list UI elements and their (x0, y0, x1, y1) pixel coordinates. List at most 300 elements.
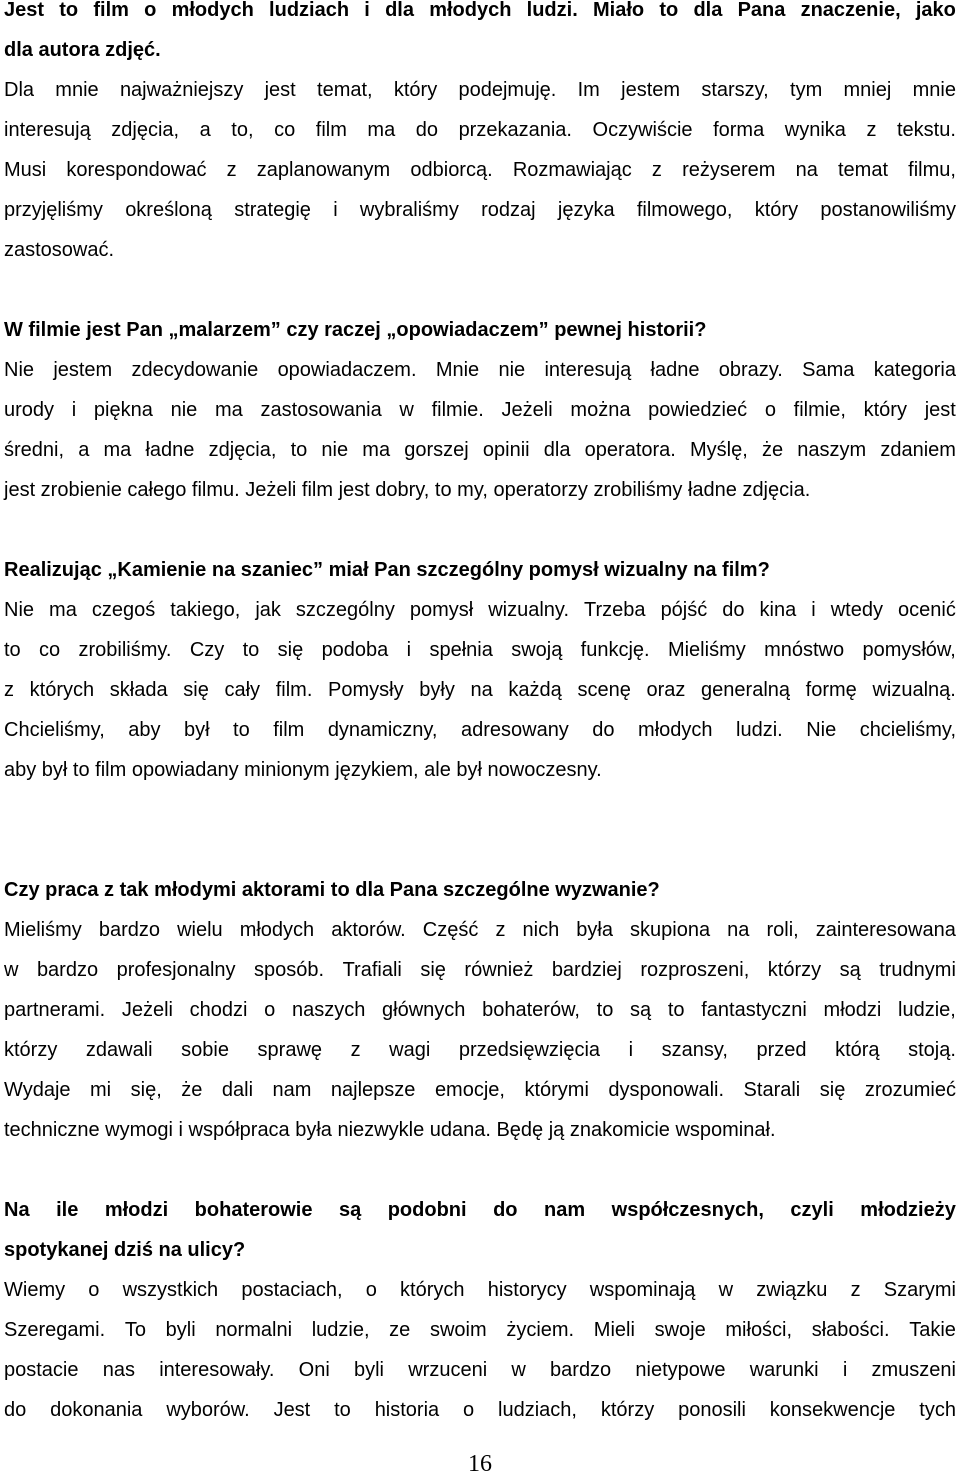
word: ze (389, 1319, 411, 1341)
answer-line (4, 1080, 956, 1120)
word: Część (422, 919, 479, 941)
word: wagi (389, 1039, 431, 1061)
word: To (124, 1319, 146, 1341)
answer-line (4, 200, 956, 240)
word: podoba (321, 639, 389, 661)
word: opowiadaczem. (277, 359, 417, 381)
word: ma (362, 439, 391, 461)
word: i (628, 1039, 634, 1061)
word: Dla (4, 79, 35, 101)
word: nie (321, 439, 349, 461)
word: o (764, 399, 776, 421)
word: młodzi (104, 1199, 169, 1221)
question-line: Realizując „Kamienie na szaniec” miał Pan szczególny pomysł wizualny na film? (4, 559, 770, 581)
word: swoje (654, 1319, 706, 1341)
answer-line (4, 720, 956, 760)
word: Mieliśmy (4, 919, 82, 941)
word: na (795, 159, 818, 181)
word: opinii (482, 439, 530, 461)
word: konsekwencje (769, 1399, 896, 1421)
word: dla (385, 0, 414, 21)
word: do (4, 1399, 27, 1421)
word: Mieliśmy (667, 639, 746, 661)
word: w (4, 959, 19, 981)
word: wyborów. (166, 1399, 250, 1421)
word: pójść (660, 599, 708, 621)
word: wielu (177, 919, 223, 941)
word: powiedzieć (648, 399, 748, 421)
word: z (4, 679, 14, 701)
word: tekstu. (896, 119, 956, 141)
answer-line (4, 920, 956, 960)
word: wybraliśmy (359, 199, 459, 221)
word: fantastyczni (701, 999, 807, 1021)
word: zainteresowana (815, 919, 956, 941)
word: języka (557, 199, 615, 221)
word: mi (90, 1079, 112, 1101)
question-line: dla autora zdjęć. (4, 39, 161, 61)
word: Wydaje (4, 1079, 71, 1101)
word: ludzie, (311, 1319, 370, 1341)
word: a (78, 439, 90, 461)
word: podejmuję. (458, 79, 557, 101)
answer-line: aby był to film opowiadany minionym językiem, ale był nowoczesny. (4, 759, 602, 781)
word: których (400, 1279, 465, 1301)
heroes-section (4, 1200, 956, 1440)
word: ładne (145, 439, 195, 461)
word: Mnie (435, 359, 480, 381)
word: to, (231, 119, 254, 141)
word: Trafiali (342, 959, 402, 981)
word: roli, (766, 919, 799, 941)
word: nich (522, 919, 560, 941)
word: to (596, 999, 614, 1021)
word: są (839, 959, 861, 981)
word: interesują (544, 359, 632, 381)
answer-line (4, 1000, 956, 1040)
word: nie (170, 399, 198, 421)
word: mnie (55, 79, 99, 101)
word: postanowiliśmy (820, 199, 956, 221)
word: film (273, 719, 305, 741)
word: Mieli (593, 1319, 635, 1341)
word: do (415, 119, 439, 141)
question-line: Czy praca z tak młodymi aktorami to dla Pana szczególne wyzwanie? (4, 879, 660, 901)
word: współczesnych, (611, 1199, 764, 1221)
document-page (4, 0, 956, 1440)
paragraph-gap (4, 520, 956, 560)
word: warunki (749, 1359, 819, 1381)
answer-line (4, 400, 956, 440)
word: filmie, (793, 399, 846, 421)
word: a (199, 119, 211, 141)
word: znaczenie, (800, 0, 901, 21)
word: gorszej (404, 439, 469, 461)
word: na (727, 919, 750, 941)
word: co (39, 639, 61, 661)
word: to (59, 0, 79, 21)
word: jak (255, 599, 281, 621)
word: młodych (638, 719, 713, 741)
word: odbiorcą. (410, 159, 493, 181)
word: partnerami. (4, 999, 106, 1021)
word: czegoś (91, 599, 156, 621)
word: cały (224, 679, 261, 701)
word: był (183, 719, 210, 741)
word: bardzo (98, 919, 160, 941)
word: jest (924, 399, 956, 421)
word: oraz (646, 679, 686, 701)
word: wszystkich (122, 1279, 219, 1301)
word: to (242, 639, 260, 661)
answer-line (4, 1040, 956, 1080)
word: młodych (429, 0, 512, 21)
word: zdaniem (880, 439, 956, 461)
word: wynika (784, 119, 846, 141)
word: spełnia (429, 639, 493, 661)
word: życiem. (506, 1319, 575, 1341)
answer-line: techniczne wymogi i współpraca była niezwykle udana. Będę ją znakomicie wspominał. (4, 1119, 776, 1141)
word: tych (919, 1399, 956, 1421)
page-number: 16 (468, 1451, 492, 1477)
word: ponosili (678, 1399, 746, 1421)
word: nam (544, 1199, 586, 1221)
word: każdą (508, 679, 562, 701)
word: ludzi. (736, 719, 783, 741)
word: dali (221, 1079, 254, 1101)
word: reżyserem (682, 159, 776, 181)
answer-line (4, 80, 956, 120)
word: dokonania (50, 1399, 143, 1421)
word: z (350, 1039, 361, 1061)
word: operatora. (584, 439, 676, 461)
word: że (181, 1079, 203, 1101)
word: aby (128, 719, 161, 741)
word: miłości, (725, 1319, 793, 1341)
word: to (233, 719, 250, 741)
word: tym (790, 79, 823, 101)
word: ludzi. (526, 0, 578, 21)
word: wizualny. (488, 599, 570, 621)
word: zdjęcia, (208, 439, 277, 461)
word: zdjęcia, (111, 119, 180, 141)
word: podobni (387, 1199, 467, 1221)
word: są (338, 1199, 362, 1221)
word: pomysłów, (862, 639, 956, 661)
word: zrozumieć (864, 1079, 956, 1101)
word: swoją (511, 639, 563, 661)
word: to (4, 639, 21, 661)
word: zastosowania (260, 399, 382, 421)
word: ludzie, (898, 999, 956, 1021)
word: zdecydowanie (131, 359, 259, 381)
word: jestem (53, 359, 113, 381)
word: Oni (298, 1359, 330, 1381)
word: którymi (524, 1079, 589, 1101)
word: filmu, (908, 159, 956, 181)
word: głównych (382, 999, 466, 1021)
word: którzy (767, 959, 822, 981)
word: przekazania. (458, 119, 572, 141)
word: ładne (650, 359, 700, 381)
word: o (365, 1279, 377, 1301)
word: Takie (909, 1319, 956, 1341)
word: o (264, 999, 276, 1021)
word: była (576, 919, 613, 941)
word: o (144, 0, 157, 21)
word: adresowany (460, 719, 569, 741)
word: najważniejszy (119, 79, 244, 101)
word: ocenić (898, 599, 956, 621)
answer-line: jest zrobienie całego filmu. Jeżeli film jest dobry, to my, operatorzy zrobiliśmy ładne zdjęcia. (4, 479, 811, 501)
word: nas (102, 1359, 135, 1381)
word: przyjęliśmy (4, 199, 103, 221)
answer-line (4, 120, 956, 160)
word: bohaterowie (194, 1199, 313, 1221)
word: z (651, 159, 662, 181)
word: i (811, 599, 816, 621)
word: dysponowali. (608, 1079, 725, 1101)
word: Jest (4, 0, 45, 21)
word: również (464, 959, 534, 981)
word: ma (215, 399, 243, 421)
word: Myślę, (690, 439, 748, 461)
word: filmie. (431, 399, 484, 421)
word: generalną (701, 679, 791, 701)
word: ma (367, 119, 396, 141)
word: młodych (171, 0, 254, 21)
word: Miało (592, 0, 645, 21)
word: Sama (802, 359, 855, 381)
answer-line (4, 1280, 956, 1320)
word: Rozmawiając (512, 159, 632, 181)
word: Im (577, 79, 600, 101)
word: funkcję. (580, 639, 650, 661)
answer-line (4, 960, 956, 1000)
word: normalni (215, 1319, 293, 1341)
word: naszych (291, 999, 366, 1021)
word: obrazy. (718, 359, 783, 381)
word: określoną (125, 199, 212, 221)
word: postacie (4, 1359, 79, 1381)
word: Na (4, 1199, 30, 1221)
word: formę (805, 679, 857, 701)
word: którą (835, 1039, 880, 1061)
word: ile (56, 1199, 79, 1221)
word: i (71, 399, 77, 421)
word: sobie (181, 1039, 229, 1061)
word: się (183, 679, 209, 701)
word: ma (49, 599, 77, 621)
word: nietypowe (635, 1359, 726, 1381)
word: do (722, 599, 745, 621)
word: się (277, 639, 304, 661)
word: się, (130, 1079, 162, 1101)
word: Starali (743, 1079, 801, 1101)
word: słabości. (811, 1319, 890, 1341)
word: Jeżeli (121, 999, 173, 1021)
word: byli (353, 1359, 384, 1381)
word: aktorów. (331, 919, 406, 941)
word: strategię (234, 199, 311, 221)
word: Nie (4, 359, 35, 381)
answer-line (4, 640, 956, 680)
word: nie (498, 359, 526, 381)
word: w (511, 1359, 526, 1381)
word: temat (837, 159, 889, 181)
word: były (419, 679, 455, 701)
question-line (4, 0, 956, 40)
word: wizualną. (872, 679, 956, 701)
word: czyli (790, 1199, 834, 1221)
word: starszy, (701, 79, 769, 101)
word: z (866, 119, 877, 141)
word: i (364, 0, 370, 21)
word: filmowego, (636, 199, 733, 221)
word: Nie (806, 719, 837, 741)
word: kina (759, 599, 797, 621)
word: piękna (93, 399, 153, 421)
question-line: spotykanej dziś na ulicy? (4, 1239, 246, 1261)
word: zmuszeni (871, 1359, 956, 1381)
word: interesują (4, 119, 91, 141)
word: o (88, 1279, 100, 1301)
word: Szeregami. (4, 1319, 106, 1341)
paragraph-gap (4, 280, 956, 320)
word: profesjonalny (116, 959, 236, 981)
word: Chcieliśmy, (4, 719, 105, 741)
word: mnóstwo (764, 639, 845, 661)
word: i (406, 639, 412, 661)
visual-idea-section (4, 560, 956, 800)
word: związku (756, 1279, 828, 1301)
word: zaplanowanym (256, 159, 391, 181)
word: który (393, 79, 438, 101)
word: scenę (577, 679, 631, 701)
word: których (29, 679, 95, 701)
word: naszym (797, 439, 867, 461)
word: interesowały. (159, 1359, 275, 1381)
word: takiego, (170, 599, 241, 621)
word: dynamiczny, (327, 719, 438, 741)
question-line (4, 1200, 956, 1240)
word: byli (165, 1319, 196, 1341)
word: średni, (4, 439, 65, 461)
word: sprawę (257, 1039, 323, 1061)
answer-line (4, 1360, 956, 1400)
word: jako (915, 0, 956, 21)
word: ma (103, 439, 132, 461)
word: emocje, (434, 1079, 505, 1101)
word: to (334, 1399, 351, 1421)
intro-section (4, 0, 956, 280)
word: bohaterów, (482, 999, 580, 1021)
word: rozproszeni, (640, 959, 750, 981)
word: młodych (239, 919, 315, 941)
word: temat, (317, 79, 373, 101)
word: Pomysły (328, 679, 404, 701)
paragraph-gap (4, 1160, 956, 1200)
word: szansy, (661, 1039, 728, 1061)
word: wspominają (589, 1279, 696, 1301)
word: dla (543, 439, 571, 461)
word: co (274, 119, 296, 141)
word: na (470, 679, 493, 701)
young-actors-section (4, 880, 956, 1160)
word: Pana (737, 0, 786, 21)
word: urody (4, 399, 55, 421)
word: zdawali (85, 1039, 153, 1061)
word: z (226, 159, 237, 181)
word: film (315, 119, 347, 141)
word: ludziach, (498, 1399, 577, 1421)
word: kategoria (873, 359, 956, 381)
word: swoim (429, 1319, 487, 1341)
word: zrobiliśmy. (78, 639, 172, 661)
word: jest (264, 79, 296, 101)
word: przed (756, 1039, 807, 1061)
answer-line (4, 440, 956, 480)
word: Czy (189, 639, 225, 661)
word: film. (275, 679, 313, 701)
word: chodzi (189, 999, 248, 1021)
question-line: W filmie jest Pan „malarzem” czy raczej „opowiadaczem” pewnej historii? (4, 319, 707, 341)
word: film (93, 0, 129, 21)
word: z (850, 1279, 861, 1301)
word: chcieliśmy, (859, 719, 956, 741)
word: i (842, 1359, 848, 1381)
word: młodzi (823, 999, 882, 1021)
word: to (659, 0, 679, 21)
word: mniej (843, 79, 892, 101)
word: wrzuceni (408, 1359, 488, 1381)
word: szczególny (295, 599, 395, 621)
word: Trzeba (584, 599, 646, 621)
word: postaciach, (241, 1279, 343, 1301)
word: historycy (487, 1279, 567, 1301)
word: stoją. (908, 1039, 956, 1061)
word: to (667, 999, 685, 1021)
word: z (495, 919, 506, 941)
word: najlepsze (330, 1079, 416, 1101)
word: się (819, 1079, 846, 1101)
word: można (570, 399, 631, 421)
word: młodzieży (860, 1199, 956, 1221)
word: rodzaj (481, 199, 536, 221)
answer-line (4, 160, 956, 200)
word: historia (374, 1399, 440, 1421)
word: skupiona (630, 919, 711, 941)
word: ludziach (269, 0, 350, 21)
word: którzy (4, 1039, 58, 1061)
word: jestem (621, 79, 681, 101)
word: który (863, 399, 907, 421)
word: Oczywiście (592, 119, 693, 141)
word: którzy (600, 1399, 655, 1421)
word: są (630, 999, 652, 1021)
paragraph-gap (4, 800, 956, 880)
word: mnie (912, 79, 956, 101)
word: do (592, 719, 615, 741)
word: przedsięwzięcia (458, 1039, 601, 1061)
answer-line (4, 1400, 956, 1440)
word: do (493, 1199, 518, 1221)
word: się (420, 959, 446, 981)
word: bardziej (551, 959, 622, 981)
answer-line (4, 1320, 956, 1360)
answer-line: zastosować. (4, 239, 115, 261)
word: to (290, 439, 308, 461)
